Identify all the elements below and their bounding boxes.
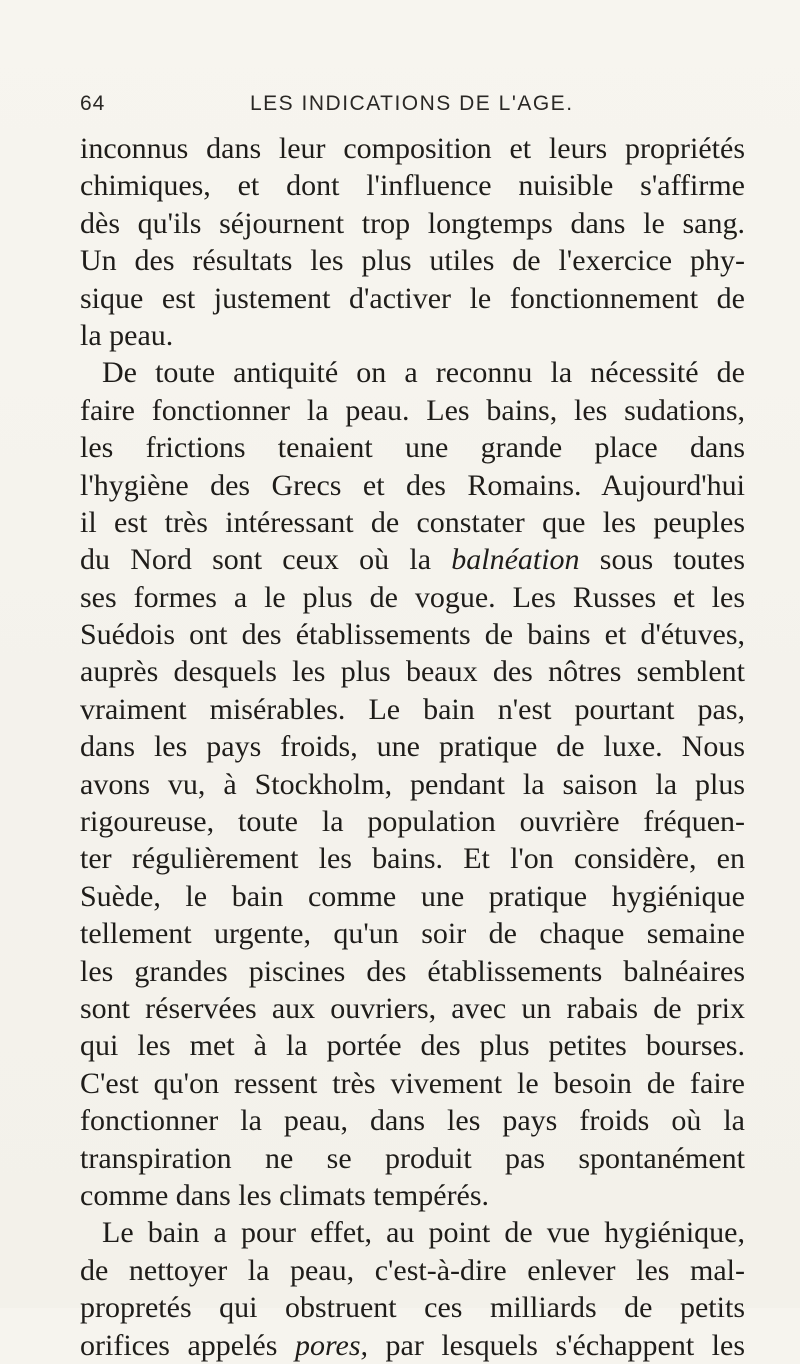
text-line: De toute antiquité on a reconnu la nécessité de [102,356,745,390]
text-line: Un des résultats les plus utiles de l'exercice phy- [80,244,745,278]
text-line: fonctionner la peau, dans les pays froids où la [80,1104,745,1138]
text-line: sont réservées aux ouvriers, avec un rabais de prix [80,991,745,1025]
page-number: 64 [80,92,106,115]
text-line: sique est justement d'activer le fonctionnement de [80,281,745,315]
text-line: l'hygiène des Grecs et des Romains. Aujourd'hui [80,468,745,502]
text-line: Le bain a pour effet, au point de vue hygiénique, [102,1216,745,1250]
italic-term: balnéation [451,543,580,577]
text-line-italic [80,541,745,578]
running-title: LES INDICATIONS DE L'AGE. [250,92,574,115]
text-line: les frictions tenaient une grande place dans [80,431,745,465]
italic-term: pores, [294,1328,368,1362]
text-line: chimiques, et dont l'influence nuisible s'affirme [80,169,745,203]
text-line: comme dans les climats tempérés. [80,1178,490,1212]
running-head [80,92,760,122]
text-line: avons vu, à Stockholm, pendant la saison la plus [80,767,745,801]
text-line: transpiration ne se produit pas spontanément [80,1141,745,1175]
text-line: dans les pays froids, une pratique de luxe. Nous [80,730,745,764]
line-prefix: du Nord sont ceux où la [80,543,452,577]
line-prefix: orifices appelés [80,1328,295,1362]
text-line: propretés qui obstruent ces milliards de petits [80,1291,745,1325]
text-line: ses formes a le plus de vogue. Les Russes et les [80,580,745,614]
line-suffix: sous toutes [579,543,745,577]
text-line: vraiment misérables. Le bain n'est pourtant pas, [80,692,745,726]
text-line: rigoureuse, toute la population ouvrière fréquen- [80,805,745,839]
text-line: auprès desquels les plus beaux des nôtres semblent [80,655,745,689]
text-line: Suède, le bain comme une pratique hygiénique [80,879,745,913]
text-line: qui les met à la portée des plus petites bourses. [80,1029,745,1063]
text-line: ter régulièrement les bains. Et l'on considère, en [80,842,745,876]
text-line: de nettoyer la peau, c'est-à-dire enlever les mal- [80,1253,745,1287]
text-line: la peau. [80,318,174,352]
body-text [80,130,745,1364]
text-line: dès qu'ils séjournent trop longtemps dans le sang. [80,206,745,240]
text-line: C'est qu'on ressent très vivement le besoin de faire [80,1066,745,1100]
text-line: tellement urgente, qu'un soir de chaque semaine [80,917,745,951]
text-line: il est très intéressant de constater que les peuples [80,505,745,539]
text-line: les grandes piscines des établissements balnéaires [80,954,745,988]
text-line: Suédois ont des établissements de bains et d'étuves, [80,618,745,652]
text-line: inconnus dans leur composition et leurs propriétés [80,132,745,165]
text-line: faire fonctionner la peau. Les bains, les sudations, [80,393,745,427]
text-line-italic [80,1327,745,1364]
line-suffix: par lesquels s'échappent les [368,1328,745,1362]
